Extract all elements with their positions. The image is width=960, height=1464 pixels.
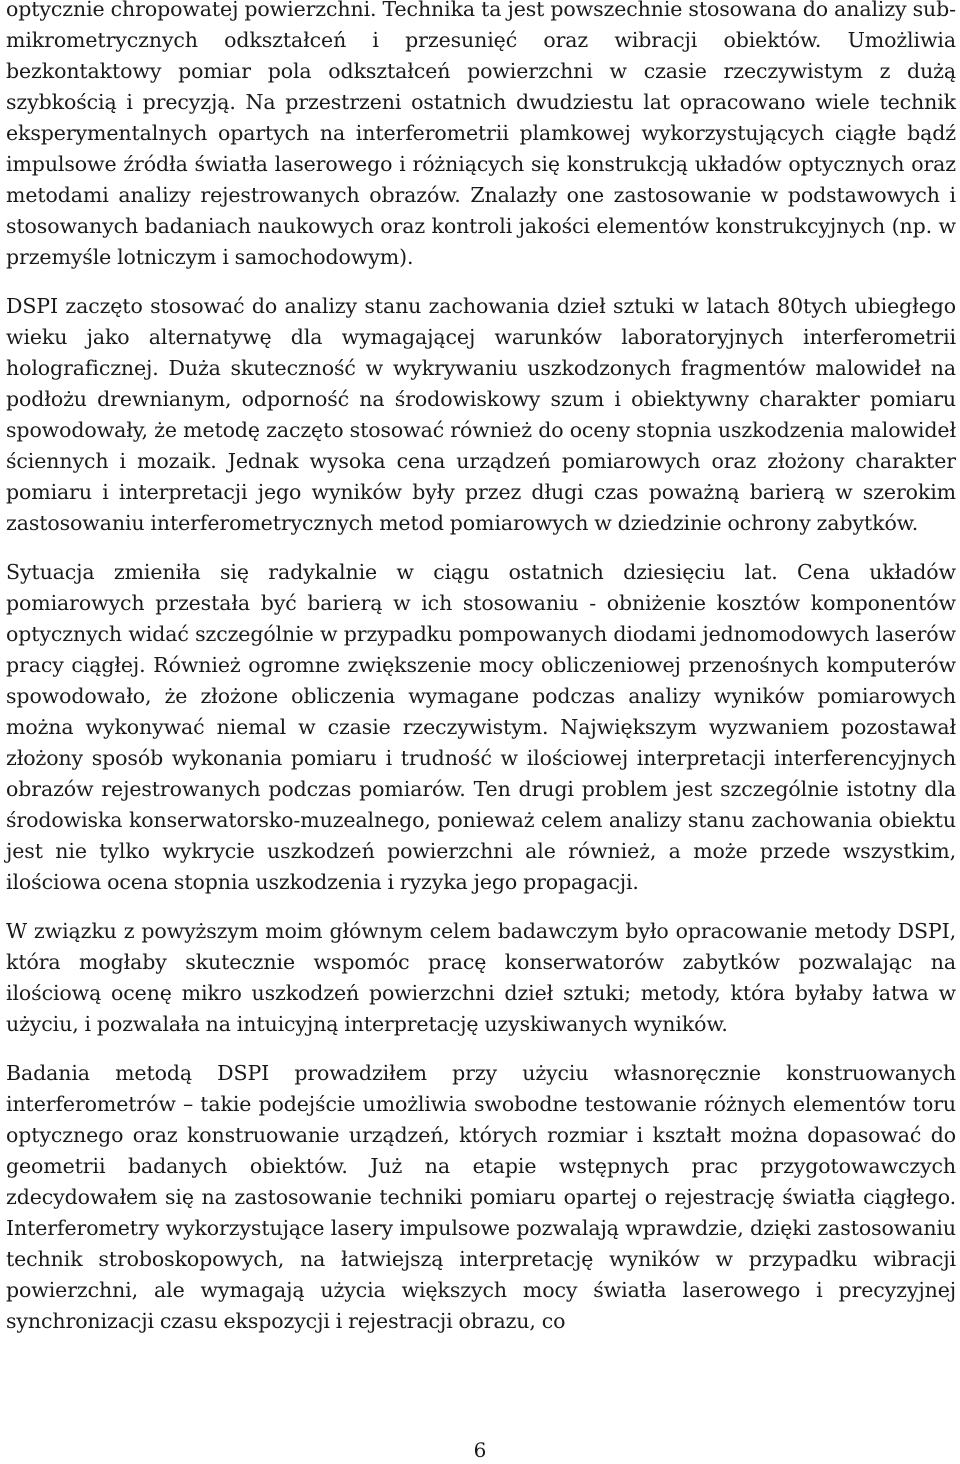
body-text (6, 0, 956, 1337)
page-number: 6 (473, 1438, 487, 1462)
paragraph-research-goal: W związku z powyższym moim głównym celem badawczym było opracowanie metody DSPI, która mogłaby skutecznie wspomóc pracę konserwatorów zabytków pozwalając na ilościową ocenę mikro uszkodzeń powierzchni dzieł sztuki; metody, która byłaby łatwa w użyciu, i pozwalała na intuicyjną interpretację uzyskiwanych wyników. (6, 919, 956, 1036)
paragraph-research-method: Badania metodą DSPI prowadziłem przy użyciu własnoręcznie konstruowanych interferometrów – takie podejście umożliwia swobodne testowanie różnych elementów toru optycznego oraz konstruowanie urządzeń, których rozmiar i kształt można dopasować do geometrii badanych obiektów. Już na etapie wstępnych prac przygotowawczych zdecydowałem się na zastosowanie techniki pomiaru opartej o rejestrację światła ciągłego. Interferometry wykorzystujące lasery impulsowe pozwalają wprawdzie, dzięki zastosowaniu technik stroboskopowych, na łatwiejszą interpretację wyników w przypadku wibracji powierzchni, ale wymagają użycia większych mocy światła laserowego i precyzyjnej synchronizacji czasu ekspozycji i rejestracji obrazu, co (6, 1061, 956, 1333)
paragraph-situation-change: Sytuacja zmieniła się radykalnie w ciągu ostatnich dziesięciu lat. Cena układów pomiarowych przestała być barierą w ich stosowaniu - obniżenie kosztów komponentów optycznych widać szczególnie w przypadku pompowanych diodami jednomodowych laserów pracy ciągłej. Również ogromne zwiększenie mocy obliczeniowej przenośnych komputerów spowodowało, że złożone obliczenia wymagane podczas analizy wyników pomiarowych można wykonywać niemal w czasie rzeczywistym. Największym wyzwaniem pozostawał złożony sposób wykonania pomiaru i trudność w ilościowej interpretacji interferencyjnych obrazów rejestrowanych podczas pomiarów. Ten drugi problem jest szczególnie istotny dla środowiska konserwatorsko-muzealnego, ponieważ celem analizy stanu zachowania obiektu jest nie tylko wykrycie uszkodzeń powierzchni ale również, a może przede wszystkim, ilościowa ocena stopnia uszkodzenia i ryzyka jego propagacji. (6, 560, 956, 894)
paragraph-dspi-history: DSPI zaczęto stosować do analizy stanu zachowania dzieł sztuki w latach 80tych ubiegłego wieku jako alternatywę dla wymagającej warunków laboratoryjnych interferometrii holograficznej. Duża skuteczność w wykrywaniu uszkodzonych fragmentów malowideł na podłożu drewnianym, odporność na środowiskowy szum i obiektywny charakter pomiaru spowodowały, że metodę zaczęto stosować również do oceny stopnia uszkodzenia malowideł ściennych i mozaik. Jednak wysoka cena urządzeń pomiarowych oraz złożony charakter pomiaru i interpretacji jego wyników były przez długi czas poważną barierą w szerokim zastosowaniu interferometrycznych metod pomiarowych w dziedzinie ochrony zabytków. (6, 294, 956, 535)
paragraph-continuation: optycznie chropowatej powierzchni. Technika ta jest powszechnie stosowana do analizy sub-mikrometrycznych odkształceń i przesunięć oraz wibracji obiektów. Umożliwia bezkontaktowy pomiar pola odkształceń powierzchni w czasie rzeczywistym z dużą szybkością i precyzją. Na przestrzeni ostatnich dwudziestu lat opracowano wiele technik eksperymentalnych opartych na interferometrii plamkowej wykorzystujących ciągłe bądź impulsowe źródła światła laserowego i różniących się konstrukcją układów optycznych oraz metodami analizy rejestrowanych obrazów. Znalazły one zastosowanie w podstawowych i stosowanych badaniach naukowych oraz kontroli jakości elementów konstrukcyjnych (np. w przemyśle lotniczym i samochodowym). (6, 0, 956, 269)
